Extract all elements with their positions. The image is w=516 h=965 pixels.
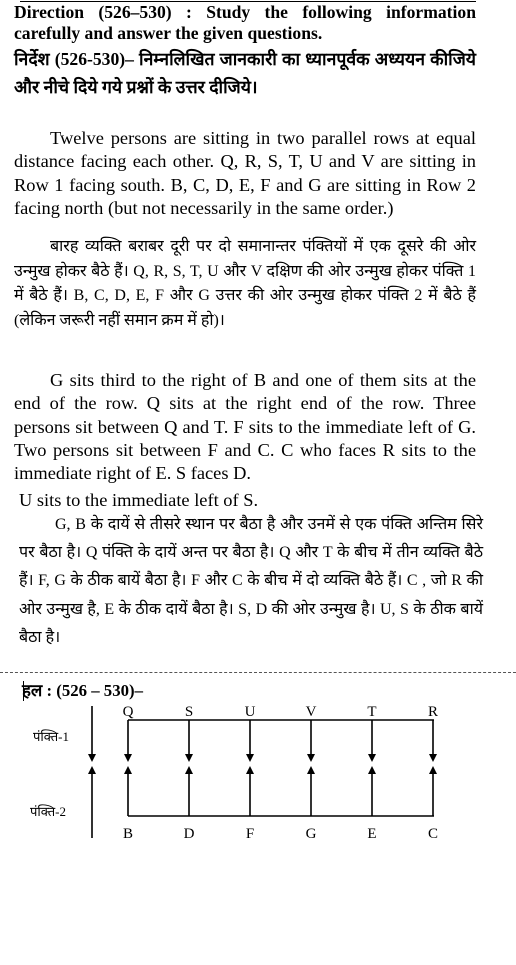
row-2-person: D — [183, 826, 195, 842]
row-2-label: पंक्ति-2 — [30, 804, 66, 819]
row-2-persons — [123, 770, 438, 842]
row-1-persons — [123, 704, 438, 758]
row-1-person: Q — [122, 704, 134, 720]
paragraph-1-hindi: बारह व्यक्ति बराबर दूरी पर दो समानान्तर पंक्तियों में एक दूसरे की ओर उन्मुख होकर बैठे हैं। Q, R, S, T, U और V दक्षिण की ओर उन्मुख होकर पंक्ति 1 में बैठे हैं। B, C, D, E, F और G उत्तर की ओर उन्मुख होकर पंक्ति 2 में बैठे हैं (लेकिन जरूरी नहीं समान क्रम में हो)। — [14, 238, 476, 329]
section-divider — [0, 672, 516, 673]
row-2-person: F — [245, 826, 255, 842]
row-2-person: C — [427, 826, 439, 842]
row-2-person: G — [305, 826, 317, 842]
solution-heading: हल : (526 – 530)– — [22, 681, 143, 700]
paragraph-2-hindi: G, B के दायें से तीसरे स्थान पर बैठा है और उनमें से एक पंक्ति अन्तिम सिरे पर बैठा है। Q पंक्ति के दायें अन्त पर बैठा है। Q और T के बीच में तीन व्यक्ति बैठे हैं। F, G के ठीक बायें बैठा है। F और C के बीच में दो व्यक्ति बैठे हैं। C , जो R की ओर उन्मुख है, E के ठीक दायें बैठा है। S, D की ओर उन्मुख है। U, S के ठीक बायें बैठा है। — [19, 516, 483, 646]
paragraph-2-english: G sits third to the right of B and one of them sits at the end of the row. Q sits at the right end of the row. Three persons sit between Q and T. F sits to the immediate left of G. Two persons sit between F and C. C who faces R sits to the immediate right of E. S faces D. — [14, 370, 476, 484]
row-2-person: B — [122, 826, 134, 842]
row-1-person: S — [184, 704, 194, 720]
direction-hindi: निर्देश (526-530)– निम्नलिखित जानकारी का ध्यानपूर्वक अध्ययन कीजिये और नीचे दिये गये प्रश्नों के उत्तर दीजिये। — [14, 49, 476, 97]
row-1-person: V — [305, 704, 317, 720]
row-1-person: R — [427, 704, 439, 720]
row-1-label: पंक्ति-1 — [33, 729, 69, 744]
paragraph-2-english-last-line: U sits to the immediate left of S. — [19, 490, 259, 510]
direction-english: Direction (526–530) : Study the following information carefully and answer the given questions. — [14, 2, 476, 43]
row-1-person: T — [367, 704, 377, 720]
seating-diagram — [0, 690, 516, 850]
row-2-person: E — [367, 826, 377, 842]
paragraph-1-english: Twelve persons are sitting in two parallel rows at equal distance facing each other. Q, R, S, T, U and V are sitting in Row 1 facing south. B, C, D, E, F and G are sitting in Row 2 facing north (but not necessarily in the same order.) — [14, 128, 476, 218]
row-1-person: U — [244, 704, 256, 720]
